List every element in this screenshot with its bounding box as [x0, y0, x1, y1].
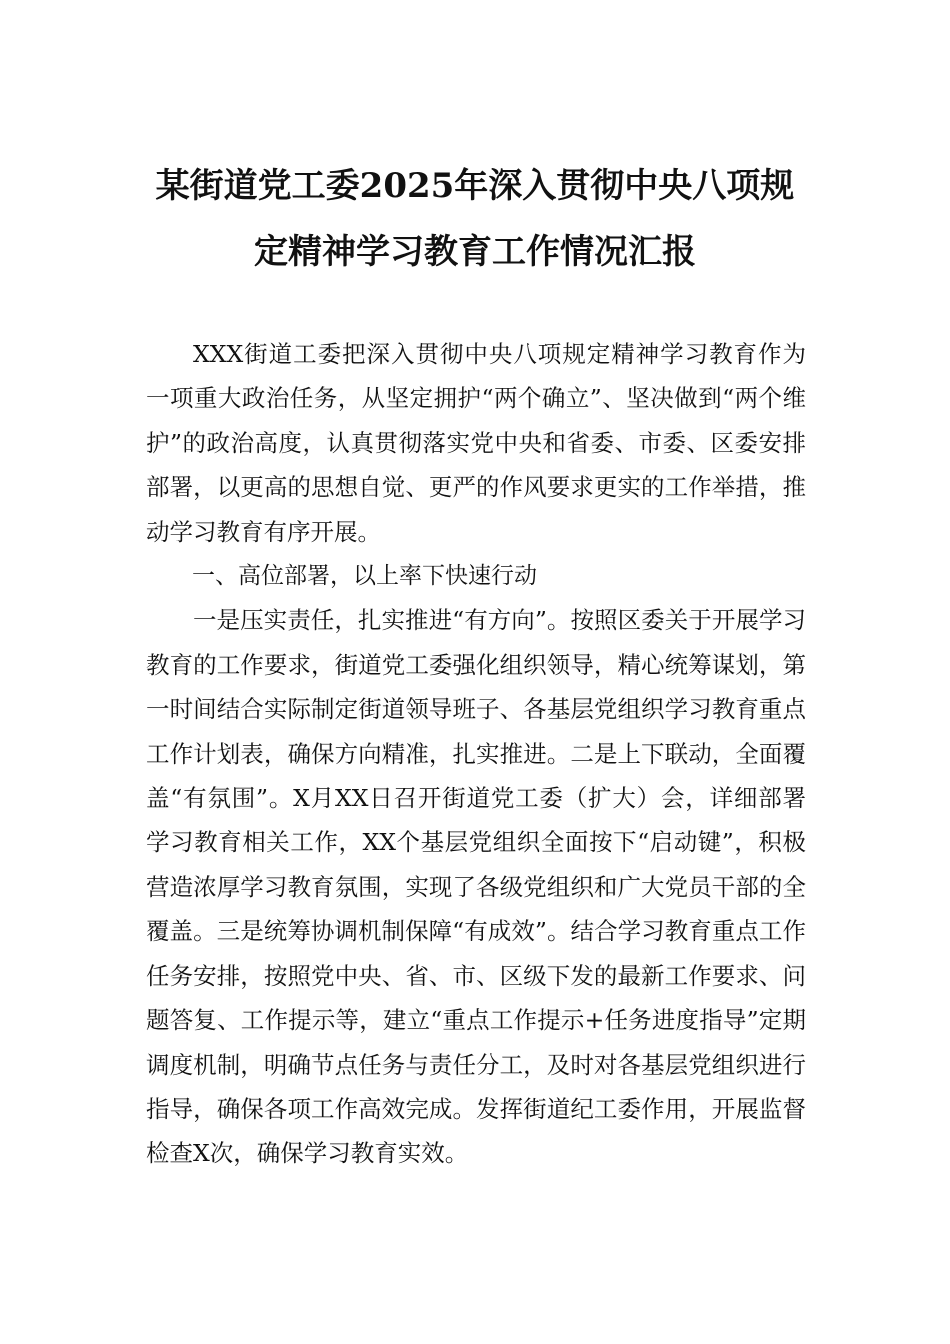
- document-title-line-2: 定精神学习教育工作情况汇报: [254, 232, 696, 272]
- intro-paragraph: XXX街道工委把深入贯彻中央八项规定精神学习教育作为一项重大政治任务，从坚定拥护“两个确立”、坚决做到“两个维护”的政治高度，认真贯彻落实党中央和省委、市委、区委安排部署，以更高的思想自觉、更严的作风要求更实的工作举措，推动学习教育有序开展。: [146, 340, 806, 546]
- document-body: [146, 332, 806, 1176]
- section-1-paragraph: 一是压实责任，扎实推进“有方向”。按照区委关于开展学习教育的工作要求，街道党工委强化组织领导，精心统筹谋划，第一时间结合实际制定街道领导班子、各基层党组织学习教育重点工作计划表，确保方向精准，扎实推进。二是上下联动，全面覆盖“有氛围”。X月XX日召开街道党工委（扩大）会，详细部署学习教育相关工作，XX个基层党组织全面按下“启动键”，积极营造浓厚学习教育氛围，实现了各级党组织和广大党员干部的全覆盖。三是统筹协调机制保障“有成效”。结合学习教育重点工作任务安排，按照党中央、省、市、区级下发的最新工作要求、问题答复、工作提示等，建立“重点工作提示+任务进度指导”定期调度机制，明确节点任务与责任分工，及时对各基层党组织进行指导，确保各项工作高效完成。发挥街道纪工委作用，开展监督检查X次，确保学习教育实效。: [146, 606, 806, 1168]
- section-heading-1: 一、高位部署，以上率下快速行动: [192, 563, 537, 590]
- document-title-line-1: 某街道党工委2025年深入贯彻中央八项规: [155, 166, 795, 206]
